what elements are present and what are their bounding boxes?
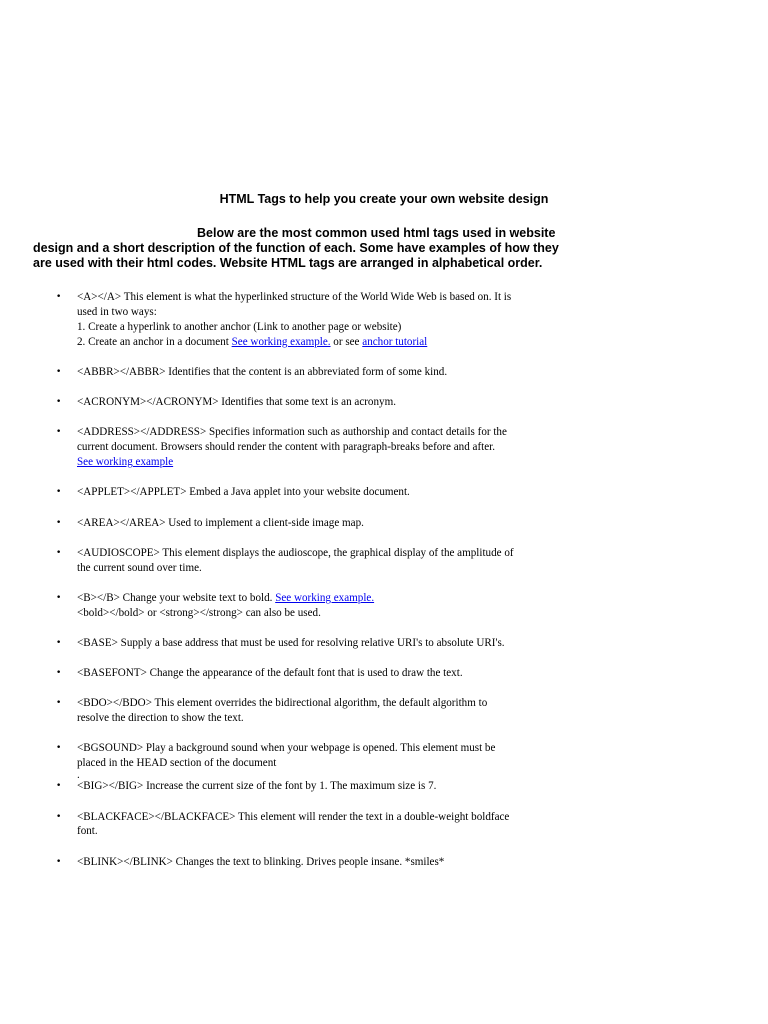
bullet-icon: • — [56, 592, 62, 603]
list-item — [56, 810, 577, 840]
item-text: <BGSOUND> Play a background sound when your webpage is opened. This element must be — [77, 742, 496, 755]
list-item — [56, 779, 577, 794]
item-text: <AUDIOSCOPE> This element displays the audioscope, the graphical display of the amplitude of — [77, 546, 514, 559]
bullet-icon: • — [56, 292, 62, 302]
item-text-prefix: <B></B> Change your website text to bold. — [77, 591, 276, 604]
list-item — [56, 365, 577, 380]
list-item — [56, 666, 577, 681]
list-item — [56, 741, 577, 782]
item-text: <ABBR></ABBR> Identifies that the content is an abbreviated form of some kind. — [77, 365, 448, 378]
item-text — [77, 455, 577, 470]
bullet-icon: • — [56, 743, 62, 754]
list-item — [56, 591, 577, 621]
list-item — [56, 696, 577, 726]
bullet-icon: • — [56, 698, 62, 709]
item-text — [77, 591, 577, 606]
list-item — [56, 290, 577, 350]
list-item — [56, 485, 577, 500]
item-text: <bold></bold> or <strong></strong> can also be used. — [77, 606, 321, 619]
item-text: current document. Browsers should render the content with paragraph-breaks before and after. — [77, 441, 496, 454]
item-text — [77, 335, 577, 350]
item-text: <APPLET></APPLET> Embed a Java applet into your website document. — [77, 486, 410, 499]
item-text: <BASEFONT> Change the appearance of the default font that is used to draw the text. — [77, 667, 463, 680]
intro-paragraph: Below are the most common used html tags used in website design and a short description of the function of each. Some have examples of how they are used with their html codes. Website HTML tags are arranged in alphabetical order. — [33, 226, 559, 271]
item-text-mid: or see — [330, 335, 363, 348]
item-text: font. — [77, 825, 98, 838]
item-text: <BLINK></BLINK> Changes the text to blinking. Drives people insane. *smiles* — [77, 855, 445, 868]
item-text: <ADDRESS></ADDRESS> Specifies information such as authorship and contact details for the — [77, 426, 507, 439]
tag-list — [56, 290, 577, 885]
bullet-icon: • — [56, 397, 62, 408]
item-text-prefix: 2. Create an anchor in a document — [77, 335, 232, 348]
see-working-example-link[interactable]: See working example. — [275, 591, 375, 604]
item-text: . — [77, 769, 80, 782]
item-text: 1. Create a hyperlink to another anchor (Link to another page or website) — [77, 320, 402, 333]
item-text: <BASE> Supply a base address that must be used for resolving relative URI's to absolute URI's. — [77, 636, 505, 649]
item-text: <BLACKFACE></BLACKFACE> This element will render the text in a double-weight boldface — [77, 810, 510, 823]
list-item — [56, 855, 577, 870]
bullet-icon: • — [56, 366, 62, 377]
page-title: HTML Tags to help you create your own website design — [219, 192, 549, 206]
bullet-icon: • — [56, 517, 62, 528]
item-text: the current sound over time. — [77, 561, 202, 574]
bullet-icon: • — [56, 781, 62, 792]
bullet-icon: • — [56, 856, 62, 867]
list-item — [56, 425, 577, 470]
item-text: resolve the direction to show the text. — [77, 712, 244, 725]
list-item — [56, 546, 577, 576]
anchor-tutorial-link[interactable]: anchor tutorial — [362, 335, 428, 348]
item-text: <AREA></AREA> Used to implement a client-side image map. — [77, 516, 364, 529]
bullet-icon: • — [56, 668, 62, 679]
item-text: <ACRONYM></ACRONYM> Identifies that some text is an acronym. — [77, 396, 396, 409]
bullet-icon: • — [56, 547, 62, 558]
see-working-example-link[interactable]: See working example. — [231, 335, 331, 348]
bullet-icon: • — [56, 811, 62, 822]
list-item — [56, 395, 577, 410]
bullet-icon: • — [56, 487, 62, 498]
item-text: used in two ways: — [77, 305, 157, 318]
item-text: placed in the HEAD section of the document — [77, 757, 277, 770]
see-working-example-link[interactable]: See working example — [77, 456, 174, 469]
item-text: <BIG></BIG> Increase the current size of the font by 1. The maximum size is 7. — [77, 780, 437, 793]
bullet-icon: • — [56, 637, 62, 648]
list-item — [56, 516, 577, 531]
list-item — [56, 636, 577, 651]
item-text: <A></A> This element is what the hyperlinked structure of the World Wide Web is based on. It is — [77, 291, 512, 303]
bullet-icon: • — [56, 427, 62, 438]
item-text: <BDO></BDO> This element overrides the bidirectional algorithm, the default algorithm to — [77, 697, 488, 710]
